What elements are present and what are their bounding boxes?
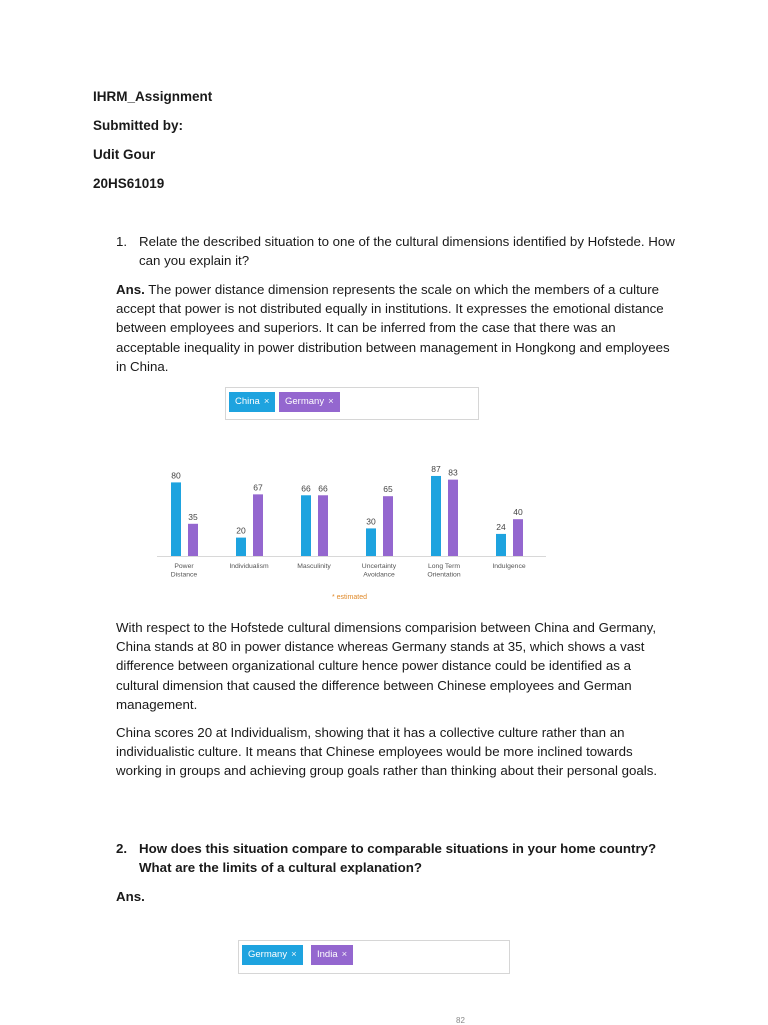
tag-germany[interactable] <box>279 392 340 412</box>
question-1-number: 1. <box>116 234 128 249</box>
answer-2-label: Ans. <box>116 889 145 904</box>
bar-china-4 <box>431 476 441 556</box>
data-label-germany-0: 35 <box>188 511 198 522</box>
bar-germany-0 <box>188 524 198 556</box>
tag-china[interactable] <box>229 392 275 412</box>
data-label-germany-2: 66 <box>318 483 328 494</box>
answer-1-label: Ans. <box>116 282 145 297</box>
tag-china-label: China <box>235 396 260 407</box>
data-label-germany-5: 40 <box>513 507 523 518</box>
data-label-germany-3: 65 <box>383 484 393 495</box>
paragraph-power-distance: With respect to the Hofstede cultural dimensions comparision between China and Germany, China stands at 80 in power distance whereas Germany stands at 35, which shows a vast difference between organizational culture hence power distance could be identified as a cultural dimension that caused the difference between Chinese employees and German management. <box>116 620 657 712</box>
data-label-germany-4: 83 <box>448 467 458 478</box>
submitted-by-label: Submitted by: <box>93 118 183 133</box>
bar-china-5 <box>496 534 506 556</box>
tag-india[interactable] <box>311 945 353 965</box>
category-label-5-0: Indulgence <box>492 563 526 570</box>
tag-germany-2-label: Germany <box>248 949 288 960</box>
bar-germany-1 <box>253 494 263 556</box>
bar-germany-5 <box>513 519 523 556</box>
category-label-4-0: Long Term <box>428 563 460 570</box>
question-2 <box>116 839 676 877</box>
data-label-china-4: 87 <box>431 463 441 474</box>
page-number: 82 <box>456 1016 465 1025</box>
tag-india-label: India <box>317 949 338 960</box>
paragraph-individualism: China scores 20 at Individualism, showing that it has a collective culture rather than an individualistic culture. It means that Chinese employees would be more inclined towards working in groups and achieving group goals rather than thinking about their personal goals. <box>116 725 658 779</box>
remove-germany-icon[interactable]: × <box>328 396 334 407</box>
data-label-china-2: 66 <box>301 483 311 494</box>
chart-svg <box>150 450 560 590</box>
category-label-0-0: Power <box>174 563 194 570</box>
data-label-china-3: 30 <box>366 516 376 527</box>
roll-number: 20HS61019 <box>93 176 165 191</box>
bar-china-3 <box>366 528 376 556</box>
answer-1 <box>116 280 671 376</box>
country-selector-2 <box>238 940 510 974</box>
category-label-4-1: Orientation <box>427 571 461 579</box>
category-label-1-0: Individualism <box>229 563 269 570</box>
data-label-china-1: 20 <box>236 525 246 536</box>
data-label-china-0: 80 <box>171 470 181 481</box>
bar-china-0 <box>171 482 181 556</box>
category-label-3-1: Avoidance <box>363 571 395 579</box>
category-label-0-1: Distance <box>170 571 198 579</box>
category-label-3-0: Uncertainty <box>361 563 397 570</box>
tag-germany-2[interactable] <box>242 945 303 965</box>
data-label-germany-1: 67 <box>253 482 263 493</box>
question-2-number: 2. <box>116 841 128 856</box>
assignment-title: IHRM_Assignment <box>93 89 213 104</box>
hofstede-bar-chart <box>150 450 560 610</box>
student-name: Udit Gour <box>93 147 156 162</box>
tag-germany-label: Germany <box>285 396 325 407</box>
remove-india-icon[interactable]: × <box>341 949 348 960</box>
bar-china-1 <box>236 538 246 556</box>
bar-china-2 <box>301 495 311 556</box>
estimated-footnote: * estimated <box>332 594 368 601</box>
remove-germany-2-icon[interactable]: × <box>291 949 297 960</box>
data-label-china-5: 24 <box>496 521 506 532</box>
question-2-text: How does this situation compare to comparable situations in your home country? What are the limits of a cultural explanation? <box>139 841 657 875</box>
question-1-text: Relate the described situation to one of the cultural dimensions identified by Hofstede. How can you explain it? <box>139 234 675 268</box>
category-label-2-0: Masculinity <box>297 563 331 570</box>
bar-germany-3 <box>383 496 393 556</box>
question-1 <box>116 232 676 270</box>
answer-1-text: The power distance dimension represents the scale on which the members of a culture accept that power is not distributed equally in institutions. It expresses the emotional distance between employees and superiors. It can be inferred from the case that there was an acceptable inequality in power distribution between management in Hongkong and employees in China. <box>116 282 670 374</box>
bar-germany-4 <box>448 480 458 556</box>
bar-germany-2 <box>318 495 328 556</box>
country-selector-1 <box>225 387 479 420</box>
remove-china-icon[interactable]: × <box>263 396 270 407</box>
